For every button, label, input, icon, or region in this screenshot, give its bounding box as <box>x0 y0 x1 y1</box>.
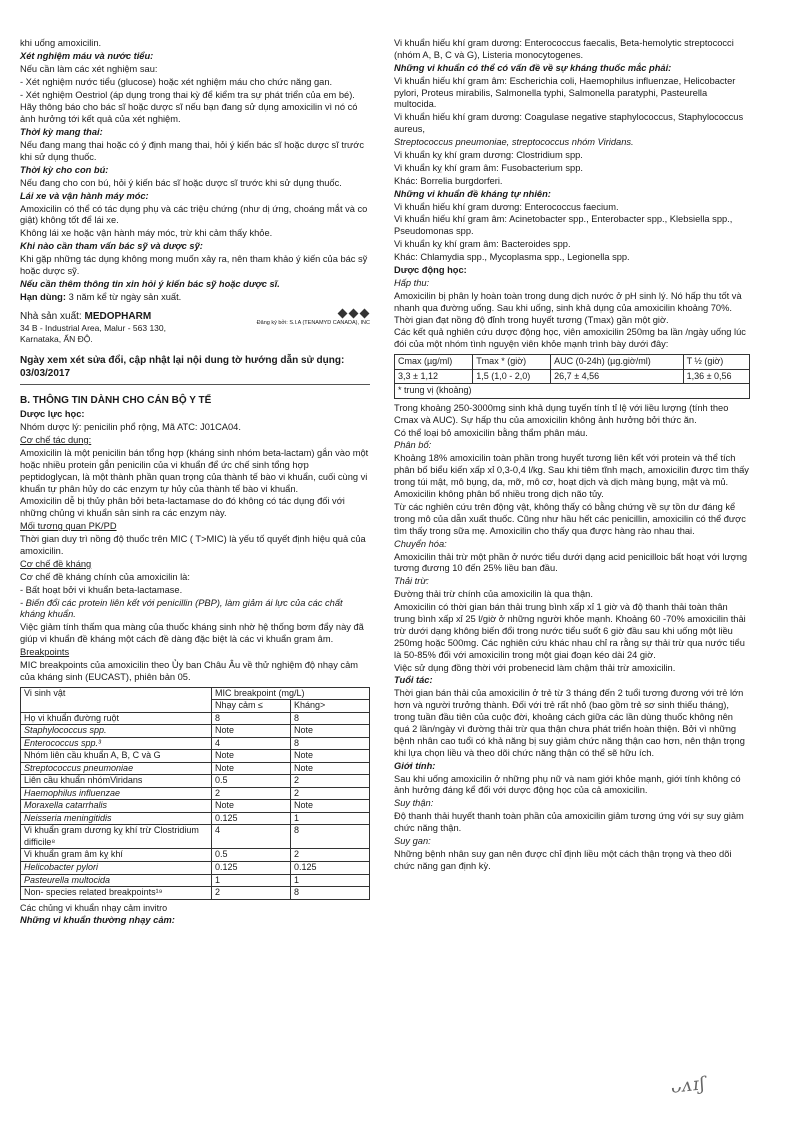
table-header-cell: MIC breakpoint (mg/L) <box>212 687 370 700</box>
manufacturer-label: Nhà sản xuất: <box>20 310 82 322</box>
subsection-heading: Suy thận: <box>394 798 434 809</box>
table-row <box>21 737 370 750</box>
table-cell: 8 <box>291 737 370 750</box>
table-cell: 8 <box>212 712 291 725</box>
table-cell: Note <box>291 762 370 775</box>
section-heading: Khi nào cần tham vấn bác sỹ và dược sỹ: <box>20 241 203 252</box>
table-row <box>395 384 750 399</box>
table-cell: 1,36 ± 0,56 <box>683 369 749 384</box>
table-cell: 0.125 <box>212 812 291 825</box>
address-line: 34 B - Industrial Area, Malur - 563 130, <box>20 322 166 333</box>
table-cell: 1,5 (1,0 - 2,0) <box>473 369 551 384</box>
table-header-cell: Cmax (µg/ml) <box>395 355 473 370</box>
expiry-label: Hạn dùng: <box>20 291 66 302</box>
table-row <box>21 862 370 875</box>
text-block: Khoảng 18% amoxicilin toàn phần trong huyết tương liên kết với protein và thể tích phân bố biểu kiến xấp xỉ 0,3-0,4 l/kg. Sau khi tiêm tĩnh mạch, amoxicilin được tìm thấy trong túi mật, mô bụng, da, mỡ, mô cơ, hoạt dịch và dịch màng bụng, mật và mủ. Amoxicilin không phân bố nhiều trong dịch não tủy. <box>394 453 749 500</box>
table-cell: 2 <box>291 787 370 800</box>
table-cell: 3,3 ± 1,12 <box>395 369 473 384</box>
section-heading: Những vi khuẩn đề kháng tự nhiên: <box>394 188 551 199</box>
table-row <box>21 800 370 813</box>
table-row <box>21 725 370 738</box>
table-cell: Staphylococcus spp. <box>21 725 212 738</box>
table-cell: Vi khuẩn gram dương kỵ khí trừ Clostridium difficile⁸ <box>21 825 212 849</box>
section-heading: Xét nghiệm máu và nước tiểu: <box>20 50 154 61</box>
subsection-heading: Suy gan: <box>394 835 431 846</box>
text-block: Khác: Borrelia burgdorferi. <box>394 175 503 186</box>
text-block: Việc sử dụng đồng thời với probenecid làm chậm thải trừ amoxicilin. <box>394 662 676 673</box>
subsection-heading: Thải trừ: <box>394 576 429 587</box>
section-heading: Những vi khuẩn có thể có vấn đề về sự kháng thuốc mắc phải: <box>394 62 672 73</box>
text-block: MIC breakpoints của amoxicilin theo Ủy ban Châu Âu về thử nghiệm độ nhạy cảm của kháng sinh (EUCAST), phiên bản 05. <box>20 660 358 682</box>
table-cell: Note <box>212 762 291 775</box>
text-block: khi uống amoxicilin. <box>20 38 102 48</box>
table-cell: Note <box>291 800 370 813</box>
table-cell: Liên cầu khuẩn nhómViridans <box>21 775 212 788</box>
section-heading: Cơ chế đề kháng <box>20 558 92 569</box>
text-block: Hãy thông báo cho bác sĩ hoặc dược sĩ nếu bạn đang sử dụng amoxicilin vì nó có ảnh hưởng tới kết quả của xét nghiệm. <box>20 102 358 125</box>
section-heading: Thời kỳ cho con bú: <box>20 164 109 175</box>
table-row <box>395 369 750 384</box>
section-heading: Dược lực học: <box>20 409 85 420</box>
revision-date: Ngày xem xét sửa đổi, cập nhật lại nội dung tờ hướng dẫn sử dụng: 03/03/2017 <box>20 355 370 386</box>
table-row <box>21 775 370 788</box>
subsection-heading: Hấp thu: <box>394 277 430 288</box>
text-block: Nếu đang cho con bú, hỏi ý kiến bác sĩ hoặc dược sĩ trước khi sử dụng thuốc. <box>20 177 342 188</box>
handwritten-signature: ᴗᴧɪʃ <box>668 1073 707 1098</box>
table-row <box>21 825 370 849</box>
table-cell: 2 <box>212 787 291 800</box>
table-cell: Non- species related breakpoints¹⁹ <box>21 887 212 900</box>
table-cell: Note <box>291 725 370 738</box>
text-block: Amoxicilin dễ bị thủy phân bởi beta-lactamase do đó không có tác dụng đối với những chủng vi khuẩn sản sinh ra các enzym này. <box>20 496 345 519</box>
table-cell: Note <box>291 750 370 763</box>
manufacturer-address <box>20 310 166 345</box>
subsection-heading: Tuổi tác: <box>394 675 433 686</box>
table-cell: 26,7 ± 4,56 <box>551 369 683 384</box>
text-block: Khác: Chlamydia spp., Mycoplasma spp., Legionella spp. <box>394 252 630 263</box>
manufacturer-block <box>20 310 370 345</box>
section-heading: Dược động học: <box>394 265 467 276</box>
text-block: Amoxicilin thải trừ một phần ở nước tiểu dưới dạng acid penicilloic bất hoạt với lượng tương đương 10 đến 25% liều ban đầu. <box>394 551 748 574</box>
table-row <box>21 887 370 900</box>
text-block: Không lái xe hoặc vận hành máy móc, trừ khi cảm thấy khỏe. <box>20 228 273 239</box>
pharmacokinetics-table <box>394 354 750 399</box>
table-cell: 8 <box>291 887 370 900</box>
table-cell: 8 <box>291 712 370 725</box>
section-heading: Mối tương quan PK/PD <box>20 521 117 532</box>
table-cell: Vi khuẩn gram âm kỵ khí <box>21 849 212 862</box>
text-block: Độ thanh thải huyết thanh toàn phần của amoxicilin giảm tương ứng với sự suy giảm chức năng thận. <box>394 811 744 834</box>
table-row <box>21 849 370 862</box>
text-block: Cơ chế đề kháng chính của amoxicilin là: <box>20 571 190 582</box>
text-block: - Xét nghiệm Oestriol (áp dụng trong thai kỳ để kiểm tra sự phát triển của em bé). <box>20 89 355 100</box>
table-header-cell: Nhạy cảm ≤ <box>212 700 291 713</box>
section-heading: Breakpoints <box>20 647 70 658</box>
section-heading: Những vi khuẩn thường nhạy cảm: <box>20 915 175 926</box>
table-cell: 0.125 <box>212 862 291 875</box>
text-block: Trong khoảng 250-3000mg sinh khả dụng tuyến tính tỉ lệ với liều lượng (tính theo Cmax và AUC). Sự hấp thu của amoxicilin không ảnh hưởng bởi thức ăn. <box>394 402 729 425</box>
table-header-row <box>395 355 750 370</box>
right-column <box>394 38 750 874</box>
table-cell: Nhóm liên cầu khuẩn A, B, C và G <box>21 750 212 763</box>
table-row <box>21 812 370 825</box>
registrant-text: Đăng ký bởi: S.I.A (TENAMYD CANADA), INC <box>256 319 370 326</box>
table-cell: 4 <box>212 737 291 750</box>
text-block: Vi khuẩn hiếu khí gram dương: Enterococcus faecium. <box>394 201 619 212</box>
text-block: - Biến đổi các protein liên kết với penicillin (PBP), làm giảm ái lực của các chất kháng khuẩn. <box>20 597 343 620</box>
left-column <box>20 38 370 928</box>
section-heading: Thời kỳ mang thai: <box>20 127 103 138</box>
text-block: Khi gặp những tác dụng không mong muốn xảy ra, nên tham khảo ý kiến của bác sỹ hoặc dược sỹ. <box>20 254 368 277</box>
text-block: Thời gian bán thải của amoxicilin ở trẻ từ 3 tháng đến 2 tuổi tương đương với trẻ lớn hơn và người trưởng thành. Đối với trẻ rất nhỏ (bao gồm trẻ sơ sinh thiếu tháng), trong tuần đầu tiên của cuộc đời, khoảng cách giữa các lần dùng thuốc không nên quá 2 lần/ngày vì đường thải trừ qua thận chưa phát triển hoàn thiện. Bởi vì những bệnh nhân cao tuổi có khả năng bị suy giảm chức năng thận cao hơn, nên thận trọng khi lựa chọn liều và theo dõi chức năng thận có thể sẽ hữu ích. <box>394 688 745 758</box>
text-block: Vi khuẩn hiếu khí gram dương: Coagulase negative staphylococcus, Staphylococcus aureus, <box>394 112 744 135</box>
table-cell: 1 <box>291 874 370 887</box>
table-header-cell: Vi sinh vật <box>21 687 212 712</box>
text-block: Streptococcus pneumoniae, streptococcus nhóm Viridans. <box>394 137 634 148</box>
table-cell: Note <box>212 800 291 813</box>
mic-breakpoint-table <box>20 687 370 900</box>
revision-date-value: 03/03/2017 <box>20 367 71 379</box>
text-block: Các kết quả nghiên cứu dược động học, viên amoxicilin 250mg ba lần /ngày uống lúc đói của một nhóm tình nguyện viên khỏe mạnh trình bày dưới đây: <box>394 327 746 350</box>
text-block: - Xét nghiệm nước tiểu (glucose) hoặc xét nghiệm máu cho chức năng gan. <box>20 76 333 87</box>
subsection-heading: Giới tính: <box>394 760 436 771</box>
address-line: Karnataka, ẤN ĐỘ. <box>20 333 93 344</box>
text-block: Đường thải trừ chính của amoxicilin là qua thận. <box>394 589 593 600</box>
subsection-heading: Chuyển hóa: <box>394 538 447 549</box>
text-block: Có thể loại bỏ amoxicilin bằng thẩm phân máu. <box>394 427 588 438</box>
text-block: Vi khuẩn hiếu khí gram dương: Enterococcus faecalis, Beta-hemolytic streptococci (nhóm A, B, C và G), Listeria monocytogenes. <box>394 38 734 60</box>
table-cell: Note <box>212 750 291 763</box>
section-title: B. THÔNG TIN DÀNH CHO CÁN BỘ Y TẾ <box>20 395 212 407</box>
table-cell: Haemophilus influenzae <box>21 787 212 800</box>
text-block: Vi khuẩn hiếu khí gram âm: Escherichia coli, Haemophilus influenzae, Helicobacter pylori, Proteus mirabilis, Salmonella typhi, Salmonella paratyphi, Pasteurella multocida. <box>394 75 736 110</box>
table-cell: Pasteurella multocida <box>21 874 212 887</box>
text-block: - Bất hoạt bởi vi khuẩn beta-lactamase. <box>20 584 183 595</box>
text-block: Việc giảm tính thấm qua màng của thuốc kháng sinh nhờ hệ thống bơm đẩy này đã giúp vi khuẩn đề kháng một cách đề dàng đặc biệt là các vi khuẩn gram âm. <box>20 622 364 645</box>
registrant-block <box>220 310 370 327</box>
text-block: Nhóm dược lý: penicilin phổ rộng, Mã ATC: J01CA04. <box>20 422 241 433</box>
table-cell: Helicobacter pylori <box>21 862 212 875</box>
text-block: Amoxicilin có thể có tác dụng phụ và các triệu chứng (như dị ứng, choáng mắt và co giật) không tốt để lái xe. <box>20 203 368 226</box>
section-heading: Cơ chế tác dụng: <box>20 434 92 445</box>
text-block: Những bệnh nhân suy gan nên được chỉ định liều một cách thận trọng và theo dõi chức năng gan định kỳ. <box>394 848 732 871</box>
table-cell: 2 <box>291 849 370 862</box>
table-cell: 0.125 <box>291 862 370 875</box>
text-block: Amoxicilin có thời gian bán thải trung bình xấp xỉ 1 giờ và độ thanh thải toàn thân trung bình xấp xỉ 25 l/giờ ở những người khỏe mạnh. Khoảng 60 -70% amoxicilin thải trừ dưới dạng không biến đổi trong nước tiểu suốt 6 giờ đầu sau khi uống một liều 250mg hoặc 500mg. Các nghiên cứu khác nhau chỉ ra rằng sự thải trừ qua nước tiểu là 50-85% đối với amoxicilin trong một giai đoạn kéo dài 24 giờ. <box>394 602 746 660</box>
text-block: Amoxicilin bị phân ly hoàn toàn trong dung dịch nước ở pH sinh lý. Nó hấp thu tốt và nhanh qua đường uống. Sau khi uống, sinh khả dụng của amoxicilin khoảng 70%. Thời gian đạt nồng độ đỉnh trong huyết tương (Tmax) gần một giờ. <box>394 290 742 325</box>
table-cell: Neisseria meningitidis <box>21 812 212 825</box>
section-heading: Nếu cần thêm thông tin xin hỏi ý kiến bác sỹ hoặc dược sĩ. <box>20 278 280 289</box>
table-cell: Họ vi khuẩn đường ruột <box>21 712 212 725</box>
table-row <box>21 874 370 887</box>
table-cell: 8 <box>291 825 370 849</box>
table-cell: 4 <box>212 825 291 849</box>
table-cell: Note <box>212 725 291 738</box>
table-header-cell: Tmax * (giờ) <box>473 355 551 370</box>
text-block: Vi khuẩn hiếu khí gram âm: Acinetobacter spp., Enterobacter spp., Klebsiella spp., Pseudomonas spp. <box>394 214 733 237</box>
manufacturer-name: MEDOPHARM <box>84 310 152 322</box>
expiry-line <box>20 292 370 304</box>
table-cell: 2 <box>291 775 370 788</box>
table-cell: Streptococcus pneumoniae <box>21 762 212 775</box>
table-cell: 1 <box>291 812 370 825</box>
text-block: Nếu đang mang thai hoặc có ý định mang thai, hỏi ý kiến bác sĩ hoặc dược sĩ trước khi sử dụng thuốc. <box>20 140 365 163</box>
table-header-cell: Kháng> <box>291 700 370 713</box>
table-cell: 0.5 <box>212 849 291 862</box>
table-cell: 2 <box>212 887 291 900</box>
table-row <box>21 787 370 800</box>
table-row <box>21 712 370 725</box>
text-block: Vi khuẩn kỵ khí gram âm: Bacteroides spp. <box>394 239 571 250</box>
table-cell: Enterococcus spp.³ <box>21 737 212 750</box>
table-cell: Moraxella catarrhalis <box>21 800 212 813</box>
table-row <box>21 762 370 775</box>
text-block: Vi khuẩn kỵ khí gram dương: Clostridium spp. <box>394 150 583 161</box>
maple-leaf-logo-icon <box>330 310 370 318</box>
table-note: * trung vị (khoảng) <box>395 384 750 399</box>
section-heading: Lái xe và vận hành máy móc: <box>20 190 149 201</box>
text-block: Sau khi uống amoxicilin ở những phụ nữ và nam giới khỏe mạnh, giới tính không có ảnh hưởng đáng kể đối với dược động học của cả amoxicilin. <box>394 773 741 796</box>
expiry-value: 3 năm kể từ ngày sản xuất. <box>68 291 182 302</box>
text-block: Từ các nghiên cứu trên động vật, không thấy có bằng chứng về sự tồn dư đáng kể trong mô của dẫn xuất thuốc. Cũng như hầu hết các penicillin, amoxicilin có thể được tìm thấy trong sữa mẹ. Amoxicilin cho thấy qua được hàng rào nhau thai. <box>394 501 746 536</box>
text-block: Vi khuẩn kỵ khí gram âm: Fusobacterium spp. <box>394 162 583 173</box>
text-block: Nếu cần làm các xét nghiệm sau: <box>20 63 158 74</box>
text-block: Amoxicilin là một penicilin bán tổng hợp (kháng sinh nhóm beta-lactam) gắn vào một hoặc nhiều protein gắn penicilin của vi khuẩn để ức chế sinh tổng hợp peptidoglycan, là một thành phần quan trọng của thành tế bào vi khuẩn, cuối cùng vi khuẩn tự phân hủy do các enzym tự hủy của thành tế bào vi khuẩn. <box>20 447 369 494</box>
table-header-cell: AUC (0-24h) (µg.giờ/ml) <box>551 355 683 370</box>
text-block: Các chủng vi khuẩn nhạy cảm invitro <box>20 902 168 913</box>
table-row <box>21 750 370 763</box>
table-header-row <box>21 687 370 700</box>
subsection-heading: Phân bố: <box>394 440 432 451</box>
text-block: Thời gian duy trì nồng độ thuốc trên MIC ( T>MIC) là yếu tố quyết định hiệu quả của amoxicilin. <box>20 534 366 556</box>
table-cell: 1 <box>212 874 291 887</box>
table-header-cell: T ½ (giờ) <box>683 355 749 370</box>
table-cell: 0.5 <box>212 775 291 788</box>
